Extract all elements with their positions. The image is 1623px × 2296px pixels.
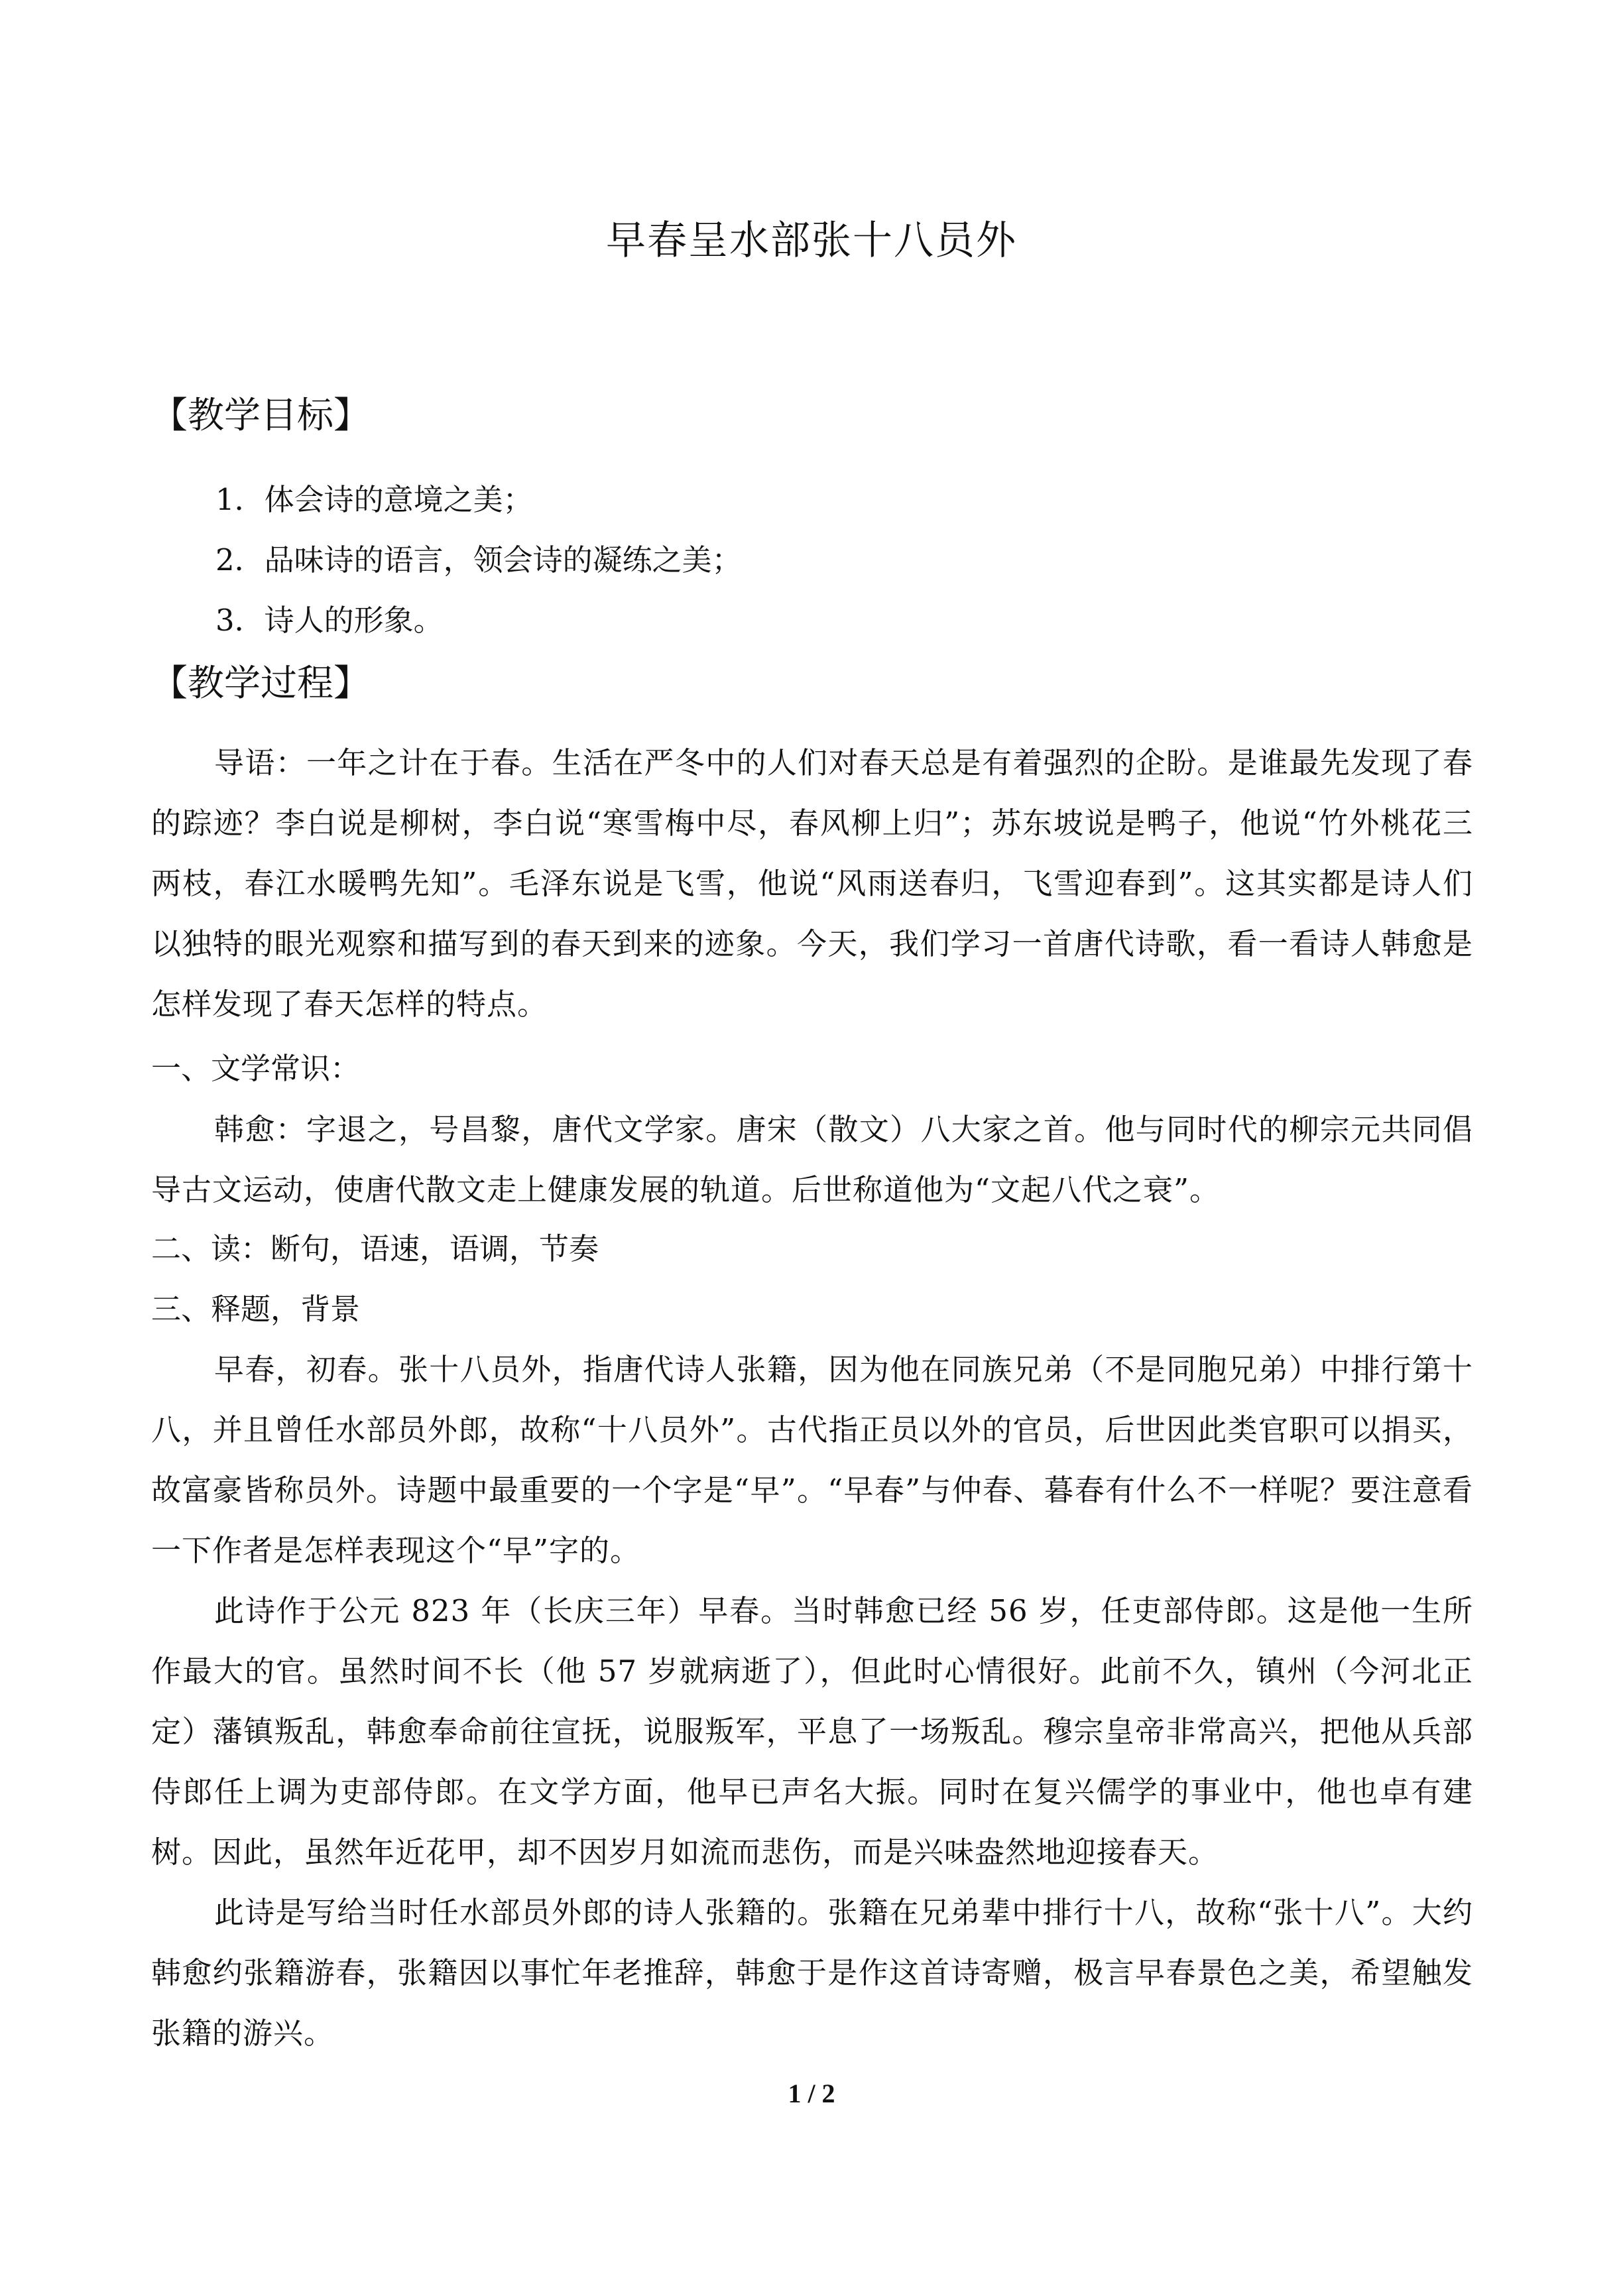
section-heading-objectives: 【教学目标】 bbox=[151, 394, 371, 436]
part3-paragraph-1: 早春，初春。张十八员外，指唐代诗人张籍，因为他在同族兄弟（不是同胞兄弟）中排行第十八，并且曾任水部员外郎，故称“十八员外”。古代指正员以外的官员，后世因此类官职可以捐买，故富豪皆称员外。诗题中最重要的一个字是“早”。“早春”与仲春、暮春有什么不一样呢？要注意看一下作者是怎样表现这个“早”字的。 bbox=[151, 1352, 1473, 1568]
page-title: 早春呈水部张十八员外 bbox=[606, 217, 1017, 264]
intro-paragraph: 导语：一年之计在于春。生活在严冬中的人们对春天总是有着强烈的企盼。是谁最先发现了春的踪迹？李白说是柳树，李白说“寒雪梅中尽，春风柳上归”；苏东坡说是鸭子，他说“竹外桃花三两枝，春江水暖鸭先知”。毛泽东说是飞雪，他说“风雨送春归，飞雪迎春到”。这其实都是诗人们以独特的眼光观察和描写到的春天到来的迹象。今天，我们学习一首唐代诗歌，看一看诗人韩愈是怎样发现了春天怎样的特点。 bbox=[151, 745, 1473, 1022]
part1-heading: 一、文学常识： bbox=[151, 1051, 361, 1086]
part3-paragraph-2: 此诗作于公元 823 年（长庆三年）早春。当时韩愈已经 56 岁，任吏部侍郎。这是他一生所作最大的官。虽然时间不长（他 57 岁就病逝了），但此时心情很好。此前不久，镇州（今河北正定）藩镇叛乱，韩愈奉命前往宣抚，说服叛军，平息了一场叛乱。穆宗皇帝非常高兴，把他从兵部侍郎任上调为吏部侍郎。在文学方面，他早已声名大振。同时在复兴儒学的事业中，他也卓有建树。因此，虽然年近花甲，却不因岁月如流而悲伤，而是兴味盎然地迎接春天。 bbox=[151, 1593, 1473, 1870]
part3-paragraph-3: 此诗是写给当时任水部员外郎的诗人张籍的。张籍在兄弟辈中排行十八，故称“张十八”。大约韩愈约张籍游春，张籍因以事忙年老推辞，韩愈于是作这首诗寄赠，极言早春景色之美，希望触发张籍的游兴。 bbox=[151, 1895, 1473, 2051]
part2-heading: 二、读：断句，语速，语调，节奏 bbox=[151, 1231, 599, 1266]
part1-paragraph: 韩愈：字退之，号昌黎，唐代文学家。唐宋（散文）八大家之首。他与同时代的柳宗元共同倡导古文运动，使唐代散文走上健康发展的轨道。后世称道他为“文起八代之衰”。 bbox=[151, 1112, 1473, 1207]
objective-item-2: 2．品味诗的语言，领会诗的凝练之美； bbox=[215, 542, 742, 577]
part3-heading: 三、释题，背景 bbox=[151, 1292, 361, 1327]
objective-item-1: 1．体会诗的意境之美； bbox=[215, 482, 533, 517]
section-heading-process: 【教学过程】 bbox=[151, 662, 371, 704]
page-number: 1 / 2 bbox=[788, 2079, 835, 2108]
objective-item-3: 3．诗人的形象。 bbox=[215, 603, 444, 638]
